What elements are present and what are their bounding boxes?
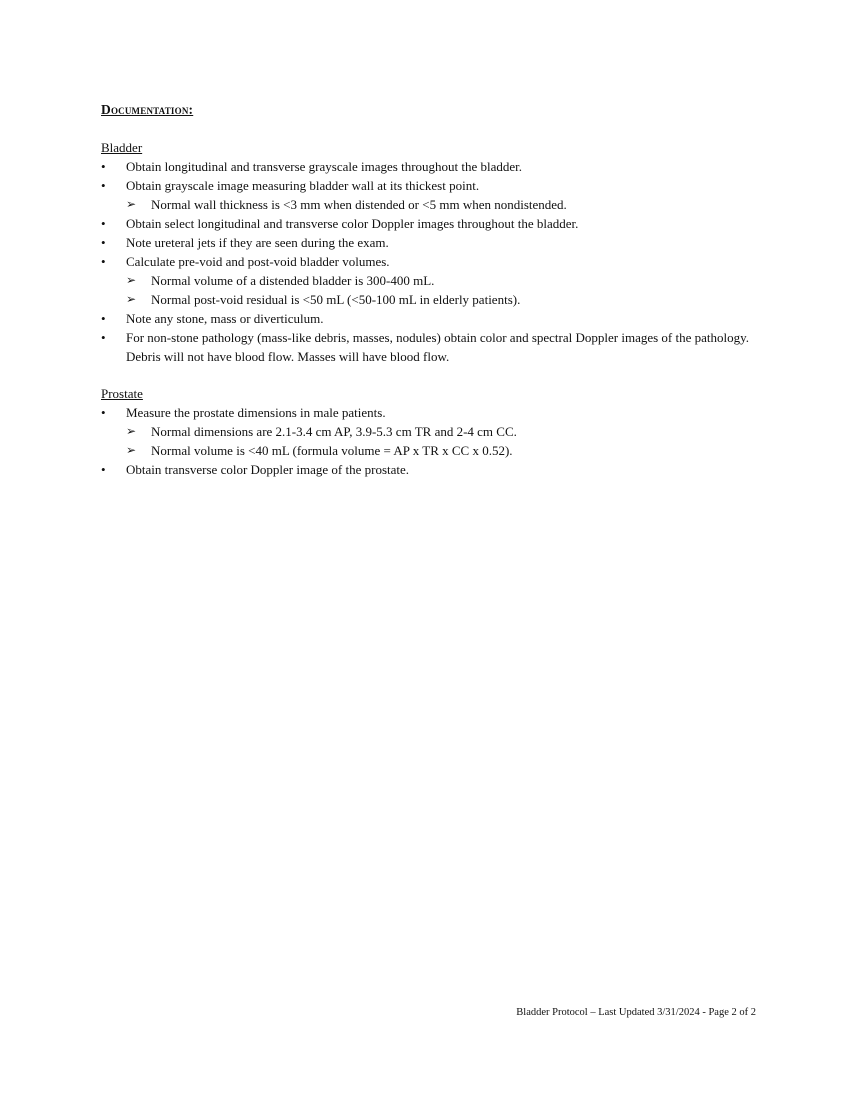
bladder-title: Bladder xyxy=(101,140,143,155)
prostate-item: • Measure the prostate dimensions in male patients. xyxy=(101,403,761,422)
bladder-item: • For non-stone pathology (mass-like debris, masses, nodules) obtain color and spectral Doppler images of the pathology. Debris will not have blood flow. Masses will have blood flow. xyxy=(101,328,761,366)
page-footer: Bladder Protocol – Last Updated 3/31/2024 - Page 2 of 2 xyxy=(516,1007,756,1018)
document-body xyxy=(101,100,761,479)
bladder-list xyxy=(101,157,761,366)
bladder-item: • Note ureteral jets if they are seen during the exam. xyxy=(101,233,761,252)
documentation-heading-block xyxy=(101,100,761,120)
bladder-section xyxy=(101,138,761,366)
bladder-item: • Obtain grayscale image measuring bladder wall at its thickest point. xyxy=(101,176,761,195)
prostate-section xyxy=(101,384,761,479)
prostate-item: • Obtain transverse color Doppler image of the prostate. xyxy=(101,460,761,479)
bladder-item: • Obtain longitudinal and transverse grayscale images throughout the bladder. xyxy=(101,157,761,176)
bladder-item: • Obtain select longitudinal and transverse color Doppler images throughout the bladder. xyxy=(101,214,761,233)
bladder-item: • Note any stone, mass or diverticulum. xyxy=(101,309,761,328)
prostate-title: Prostate xyxy=(101,386,143,401)
prostate-sub-item: ➢ Normal dimensions are 2.1-3.4 cm AP, 3.9-5.3 cm TR and 2-4 cm CC. xyxy=(101,422,761,441)
bladder-sub-item: ➢ Normal wall thickness is <3 mm when distended or <5 mm when nondistended. xyxy=(101,195,761,214)
bladder-item: • Calculate pre-void and post-void bladder volumes. xyxy=(101,252,761,271)
prostate-list xyxy=(101,403,761,479)
section-heading: Documentation: xyxy=(101,102,194,117)
bladder-sub-item: ➢ Normal volume of a distended bladder is 300-400 mL. xyxy=(101,271,761,290)
bladder-sub-item: ➢ Normal post-void residual is <50 mL (<50-100 mL in elderly patients). xyxy=(101,290,761,309)
prostate-sub-item: ➢ Normal volume is <40 mL (formula volume = AP x TR x CC x 0.52). xyxy=(101,441,761,460)
